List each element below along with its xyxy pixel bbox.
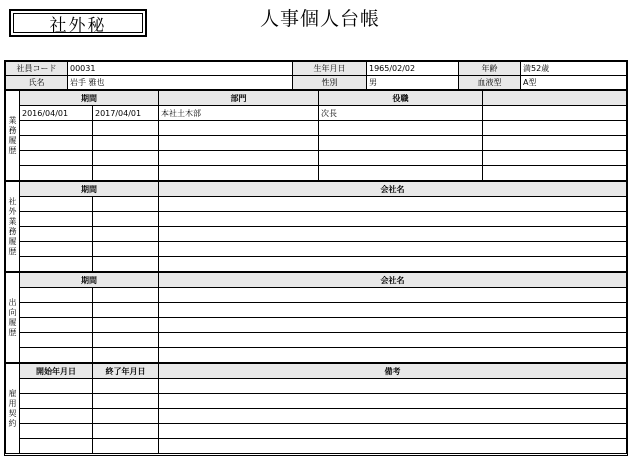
work-extra <box>483 106 627 121</box>
name-label: 氏名 <box>6 76 68 90</box>
secondment-cell <box>20 333 93 348</box>
outside-cell <box>93 257 159 272</box>
confidential-stamp <box>9 9 147 37</box>
contract-cell <box>20 394 93 409</box>
secondment-cell <box>93 303 159 318</box>
outside-cell <box>93 212 159 227</box>
employee-info-table <box>5 61 627 90</box>
work-cell <box>20 166 93 181</box>
contract-cell <box>20 409 93 424</box>
secondment-cell <box>93 333 159 348</box>
secondment-cell <box>159 333 627 348</box>
work-cell <box>483 166 627 181</box>
contract-note-header: 備考 <box>159 364 627 379</box>
age-label: 年齢 <box>459 62 521 76</box>
gender-value: 男 <box>367 76 459 90</box>
secondment-cell <box>93 348 159 363</box>
secondment-history-section <box>5 272 627 363</box>
outside-history-table <box>5 181 627 272</box>
page-title: 人事個人台帳 <box>259 8 380 30</box>
outside-cell <box>93 242 159 257</box>
secondment-cell <box>93 318 159 333</box>
contract-cell <box>20 439 93 454</box>
blood-label: 血液型 <box>459 76 521 90</box>
contract-cell <box>159 409 627 424</box>
contract-section <box>5 363 627 454</box>
secondment-company-header: 会社名 <box>159 273 627 288</box>
work-cell <box>93 121 159 136</box>
work-role-header: 役職 <box>319 91 483 106</box>
work-cell <box>159 121 319 136</box>
work-cell <box>483 151 627 166</box>
contract-cell <box>159 394 627 409</box>
contract-start-header: 開始年月日 <box>20 364 93 379</box>
outside-cell <box>20 197 93 212</box>
work-cell <box>319 166 483 181</box>
work-cell <box>20 136 93 151</box>
secondment-cell <box>20 348 93 363</box>
work-cell <box>159 166 319 181</box>
secondment-cell <box>93 288 159 303</box>
secondment-period-header: 期間 <box>20 273 159 288</box>
blood-value: A型 <box>521 76 627 90</box>
contract-cell <box>93 394 159 409</box>
contract-label: 雇用契約 <box>6 364 20 454</box>
work-to: 2017/04/01 <box>93 106 159 121</box>
work-history-label: 業務履歴 <box>6 91 20 181</box>
contract-cell <box>93 379 159 394</box>
work-role: 次長 <box>319 106 483 121</box>
contract-cell <box>159 379 627 394</box>
outside-cell <box>20 227 93 242</box>
work-blank-header <box>483 91 627 106</box>
ledger-sheet <box>4 60 628 456</box>
outside-cell <box>20 242 93 257</box>
outside-cell <box>159 212 627 227</box>
contract-table <box>5 363 627 454</box>
work-dept: 本社土木部 <box>159 106 319 121</box>
work-cell <box>20 121 93 136</box>
stamp-text: 社外秘 <box>49 15 107 36</box>
birth-label: 生年月日 <box>293 62 367 76</box>
contract-cell <box>20 424 93 439</box>
code-label: 社員コード <box>6 62 68 76</box>
outside-cell <box>159 197 627 212</box>
work-history-section <box>5 90 627 181</box>
work-from: 2016/04/01 <box>20 106 93 121</box>
contract-cell <box>159 439 627 454</box>
work-dept-header: 部門 <box>159 91 319 106</box>
outside-history-section <box>5 181 627 272</box>
work-cell <box>159 151 319 166</box>
outside-history-label: 社外業務履歴 <box>6 182 20 272</box>
outside-cell <box>93 197 159 212</box>
secondment-cell <box>159 303 627 318</box>
outside-cell <box>159 257 627 272</box>
secondment-cell <box>159 288 627 303</box>
outside-cell <box>20 212 93 227</box>
work-history-table <box>5 90 627 181</box>
work-cell <box>483 136 627 151</box>
secondment-cell <box>159 318 627 333</box>
birth-value: 1965/02/02 <box>367 62 459 76</box>
outside-cell <box>159 242 627 257</box>
work-cell <box>93 151 159 166</box>
outside-period-header: 期間 <box>20 182 159 197</box>
secondment-history-table <box>5 272 627 363</box>
work-cell <box>93 166 159 181</box>
work-cell <box>319 151 483 166</box>
contract-cell <box>93 439 159 454</box>
secondment-cell <box>20 288 93 303</box>
age-value: 満52歳 <box>521 62 627 76</box>
contract-cell <box>159 424 627 439</box>
work-period-header: 期間 <box>20 91 159 106</box>
secondment-history-label: 出向履歴 <box>6 273 20 363</box>
work-cell <box>319 136 483 151</box>
outside-cell <box>159 227 627 242</box>
secondment-cell <box>20 303 93 318</box>
work-cell <box>93 136 159 151</box>
outside-company-header: 会社名 <box>159 182 627 197</box>
secondment-cell <box>159 348 627 363</box>
work-cell <box>159 136 319 151</box>
contract-cell <box>20 379 93 394</box>
contract-end-header: 終了年月日 <box>93 364 159 379</box>
name-value: 岩手 雅也 <box>68 76 293 90</box>
code-value: 00031 <box>68 62 293 76</box>
work-cell <box>483 121 627 136</box>
work-cell <box>20 151 93 166</box>
secondment-cell <box>20 318 93 333</box>
contract-cell <box>93 409 159 424</box>
gender-label: 性別 <box>293 76 367 90</box>
outside-cell <box>20 257 93 272</box>
outside-cell <box>93 227 159 242</box>
contract-cell <box>93 424 159 439</box>
work-cell <box>319 121 483 136</box>
